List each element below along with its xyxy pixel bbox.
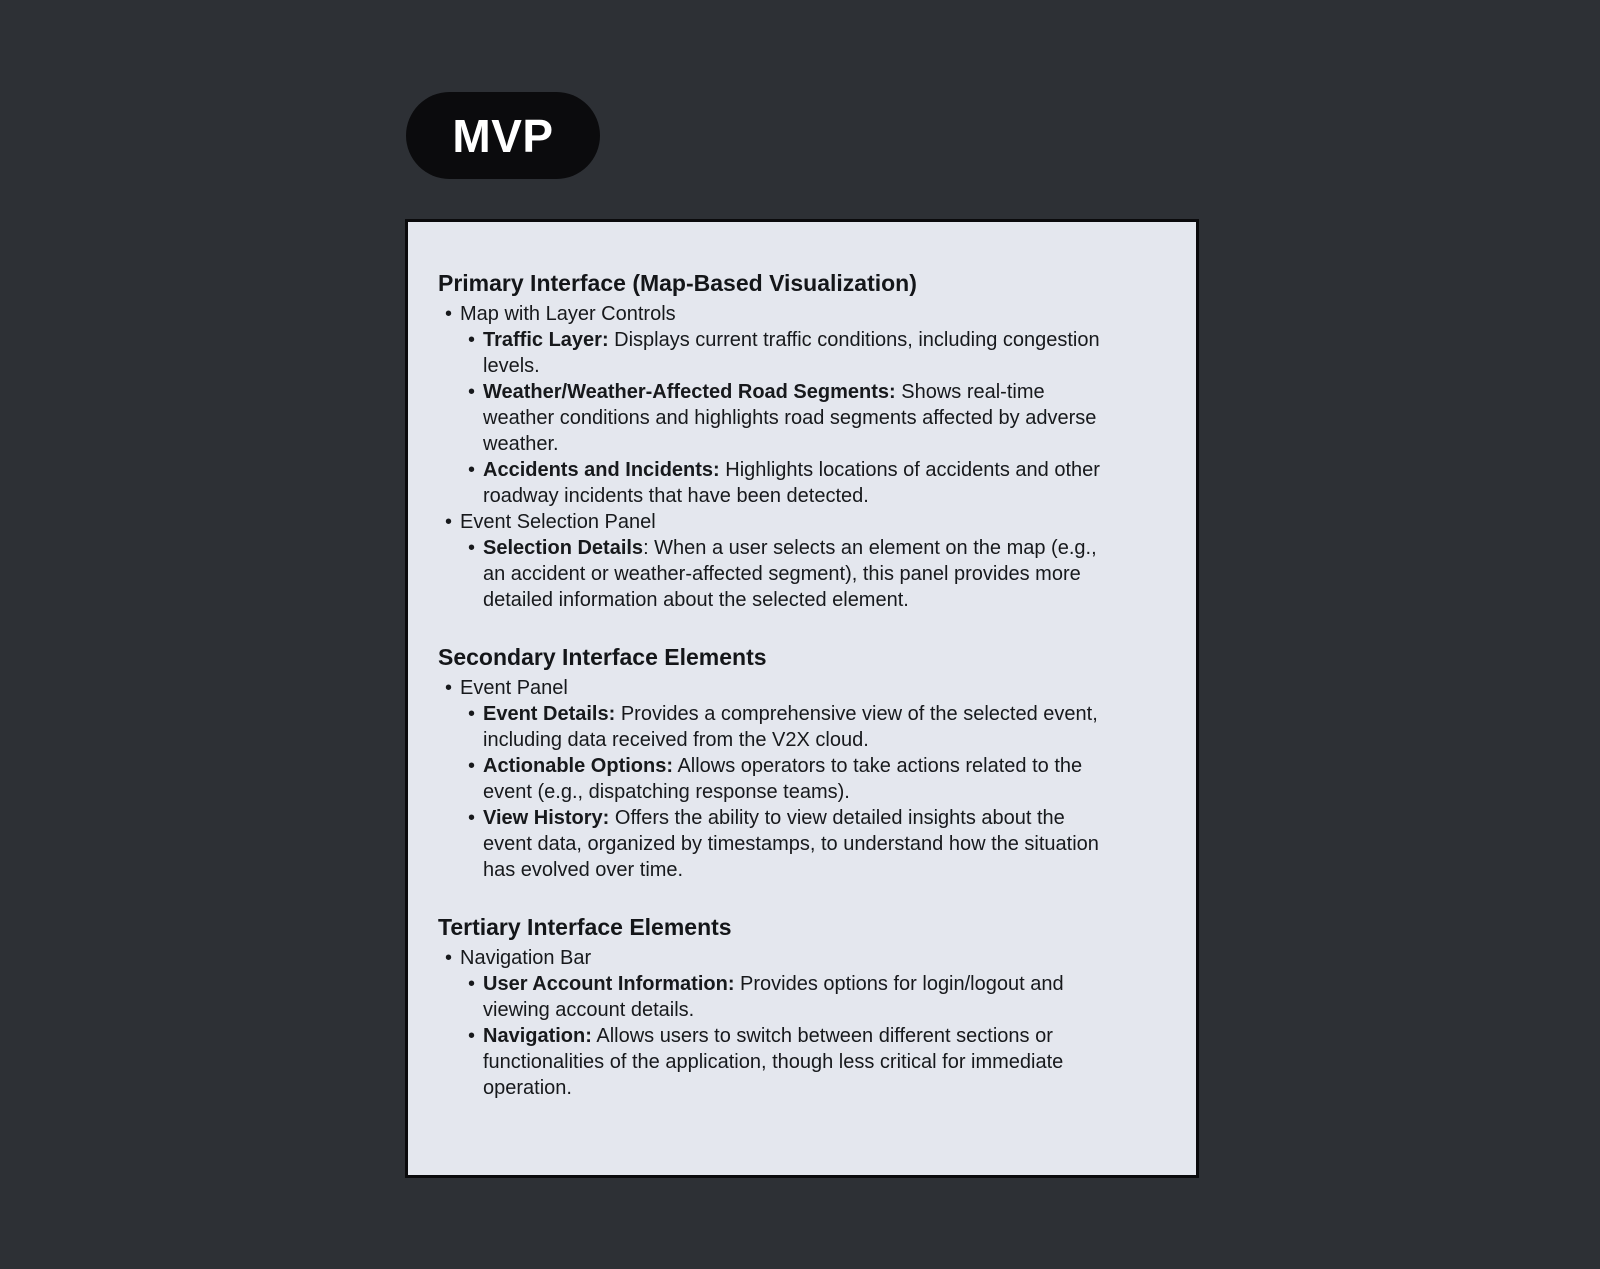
sub-list-item	[460, 327, 1110, 379]
level2-list	[460, 971, 1110, 1101]
term-description: Displays current traffic conditions, including congestion levels.	[483, 329, 1100, 377]
sub-list-item	[460, 753, 1110, 805]
term-label: Selection Details	[483, 537, 644, 559]
list-item-label: • Navigation Bar	[460, 945, 1110, 971]
list-item-label: • Map with Layer Controls	[460, 301, 1110, 327]
sub-list-item	[460, 805, 1110, 883]
section-heading: Tertiary Interface Elements	[438, 914, 732, 940]
document-card[interactable]	[405, 219, 1199, 1178]
term-description: Provides options for login/logout and viewing account details.	[483, 973, 1064, 1021]
level1-list	[438, 301, 1110, 613]
level2-list	[460, 535, 1110, 613]
level2-list	[460, 327, 1110, 509]
term-label: User Account Information:	[483, 973, 735, 995]
sub-list-item	[460, 379, 1110, 457]
term-label: Navigation:	[483, 1025, 592, 1047]
list-item-label: • Event Selection Panel	[460, 509, 1110, 535]
term-description: Allows operators to take actions related to the event (e.g., dispatching response teams).	[483, 755, 1083, 803]
term-label: Traffic Layer:	[483, 329, 609, 351]
sections	[438, 268, 1110, 1101]
level1-list	[438, 675, 1110, 883]
list-item-label: • Event Panel	[460, 675, 1110, 701]
mvp-badge[interactable]	[406, 92, 600, 179]
term-description: Highlights locations of accidents and other roadway incidents that have been detected.	[483, 459, 1100, 507]
list-item	[438, 301, 1110, 509]
list-item	[438, 675, 1110, 883]
section-heading: Primary Interface (Map-Based Visualization)	[438, 270, 917, 296]
mvp-badge-label: MVP	[452, 109, 554, 162]
term-label: Actionable Options:	[483, 755, 673, 777]
term-description: Provides a comprehensive view of the selected event, including data received from the V2X cloud.	[483, 703, 1098, 751]
term-description: Shows real-time weather conditions and highlights road segments affected by adverse weather.	[483, 381, 1097, 455]
sub-list-item	[460, 535, 1110, 613]
term-description: Allows users to switch between different sections or functionalities of the application, though less critical for immediate operation.	[483, 1025, 1064, 1099]
term-label: Weather/Weather-Affected Road Segments:	[483, 381, 896, 403]
sub-list-item	[460, 457, 1110, 509]
sub-list-item	[460, 701, 1110, 753]
term-label: Accidents and Incidents:	[483, 459, 720, 481]
sub-list-item	[460, 1023, 1110, 1101]
level1-list	[438, 945, 1110, 1101]
section-heading: Secondary Interface Elements	[438, 644, 767, 670]
list-item	[438, 509, 1110, 613]
level2-list	[460, 701, 1110, 883]
document-section	[438, 642, 1110, 883]
sub-list-item	[460, 971, 1110, 1023]
document-section	[438, 268, 1110, 613]
term-label: Event Details:	[483, 703, 616, 725]
list-item	[438, 945, 1110, 1101]
term-label: View History:	[483, 807, 610, 829]
term-description: Offers the ability to view detailed insights about the event data, organized by timestamps, to understand how the situation has evolved over time.	[483, 807, 1099, 881]
term-description: : When a user selects an element on the map (e.g., an accident or weather-affected segment), this panel provides more detailed information about the selected element.	[483, 537, 1097, 611]
document-section	[438, 912, 1110, 1101]
